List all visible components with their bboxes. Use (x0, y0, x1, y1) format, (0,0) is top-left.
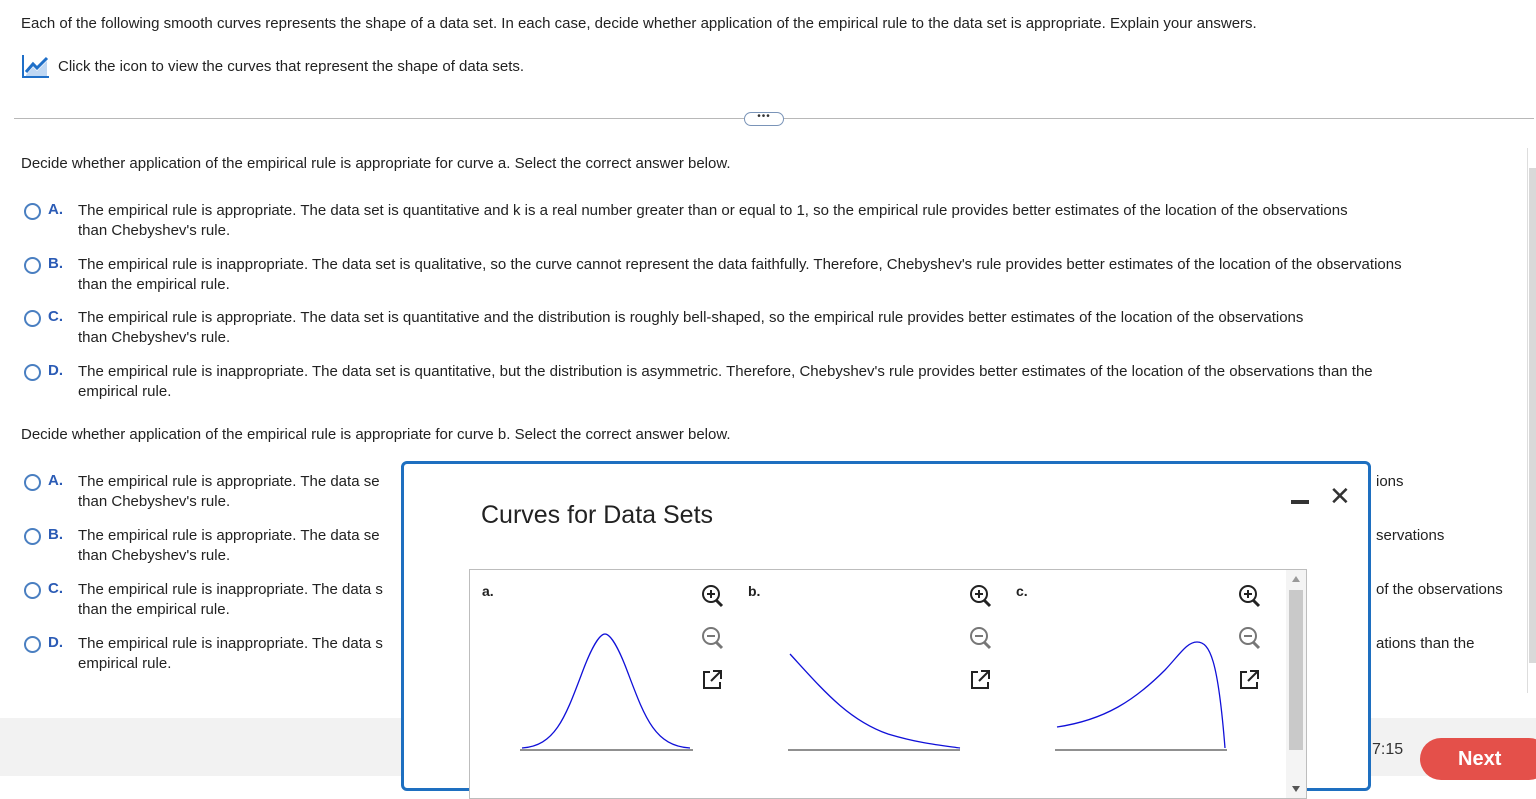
zoom-out-icon[interactable] (1237, 626, 1261, 650)
zoom-out-icon[interactable] (968, 626, 992, 650)
option-text: The empirical rule is appropriate. The data se than Chebyshev's rule. (78, 527, 380, 564)
scroll-down-icon[interactable] (1292, 786, 1300, 792)
option-letter: B. (48, 255, 63, 272)
option-letter: C. (48, 308, 63, 325)
instructions (21, 15, 1257, 32)
radio-button[interactable] (24, 203, 41, 220)
close-icon[interactable]: ✕ (1329, 481, 1351, 511)
radio-button[interactable] (24, 636, 41, 653)
curve-b-plot (788, 650, 963, 756)
scroll-up-icon[interactable] (1292, 576, 1300, 582)
radio-button[interactable] (24, 582, 41, 599)
zoom-in-icon[interactable] (968, 584, 992, 608)
curve-a-plot (520, 628, 695, 756)
curve-c-plot (1055, 640, 1230, 756)
minimize-button[interactable] (1291, 500, 1309, 504)
external-link-icon[interactable] (1237, 668, 1261, 692)
option-text: The empirical rule is inappropriate. The data s than the empirical rule. (78, 581, 383, 618)
option-text-tail: of the observations (1376, 581, 1503, 598)
next-button[interactable]: Next (1420, 738, 1536, 780)
curve-b-label: b. (748, 583, 761, 599)
option-text: The empirical rule is appropriate. The data set is quantitative and the distribution is roughly bell-shaped, so the empirical rule provides better estimates of the location of the observations than Chebyshev's rule. (78, 309, 1304, 346)
external-link-icon[interactable] (700, 668, 724, 692)
timer: 7:15 (1372, 741, 1404, 758)
question-a-option-b[interactable] (24, 255, 1524, 295)
option-text: The empirical rule is inappropriate. The data s empirical rule. (78, 635, 383, 672)
curves-panel (469, 569, 1307, 799)
chart-icon[interactable] (22, 54, 50, 78)
curves-dialog (401, 461, 1371, 791)
option-letter: C. (48, 580, 63, 597)
option-letter: A. (48, 201, 63, 218)
dialog-scrollbar[interactable] (1286, 570, 1306, 798)
option-letter: D. (48, 634, 63, 651)
question-a-option-c[interactable] (24, 308, 1524, 348)
curve-c-label: c. (1016, 583, 1028, 599)
radio-button[interactable] (24, 257, 41, 274)
option-text: The empirical rule is inappropriate. The data set is qualitative, so the curve cannot represent the data faithfully. Therefore, Chebyshev's rule provides better estimates of the location of the observations than the empirical rule. (78, 256, 1402, 293)
option-text: The empirical rule is inappropriate. The data set is quantitative, but the distribution is asymmetric. Therefore, Chebyshev's rule provides better estimates of the location of the observations than the empirical rule. (78, 363, 1373, 400)
scrollbar-thumb[interactable] (1289, 590, 1303, 750)
question-b-prompt: Decide whether application of the empirical rule is appropriate for curve b. Select the correct answer below. (21, 426, 731, 443)
radio-button[interactable] (24, 364, 41, 381)
option-letter: B. (48, 526, 63, 543)
option-text-tail: ations than the (1376, 635, 1475, 652)
view-curves-link[interactable] (22, 54, 524, 78)
page-scrollbar[interactable] (1527, 148, 1536, 693)
zoom-out-icon[interactable] (700, 626, 724, 650)
option-text-tail: servations (1376, 527, 1445, 544)
curve-a-label: a. (482, 583, 494, 599)
zoom-in-icon[interactable] (700, 584, 724, 608)
zoom-in-icon[interactable] (1237, 584, 1261, 608)
dialog-title: Curves for Data Sets (481, 501, 714, 529)
option-letter: D. (48, 362, 63, 379)
radio-button[interactable] (24, 474, 41, 491)
view-curves-label[interactable]: Click the icon to view the curves that represent the shape of data sets. (58, 57, 525, 75)
option-letter: A. (48, 472, 63, 489)
question-a-prompt: Decide whether application of the empirical rule is appropriate for curve a. Select the correct answer below. (21, 155, 731, 172)
question-a-option-a[interactable] (24, 201, 1524, 241)
radio-button[interactable] (24, 528, 41, 545)
option-text-tail: ions (1376, 473, 1404, 490)
external-link-icon[interactable] (968, 668, 992, 692)
option-text: The empirical rule is appropriate. The data set is quantitative and k is a real number greater than or equal to 1, so the empirical rule provides better estimates of the location of the observations than Chebyshev's rule. (78, 202, 1348, 239)
instructions-text: Each of the following smooth curves represents the shape of a data set. In each case, decide whether application of the empirical rule to the data set is appropriate. Explain your answers. (21, 15, 1257, 32)
question-a-option-d[interactable] (24, 362, 1524, 402)
expand-more-button[interactable]: ••• (744, 112, 784, 126)
radio-button[interactable] (24, 310, 41, 327)
scrollbar-thumb[interactable] (1529, 168, 1536, 663)
option-text: The empirical rule is appropriate. The data se than Chebyshev's rule. (78, 473, 380, 510)
